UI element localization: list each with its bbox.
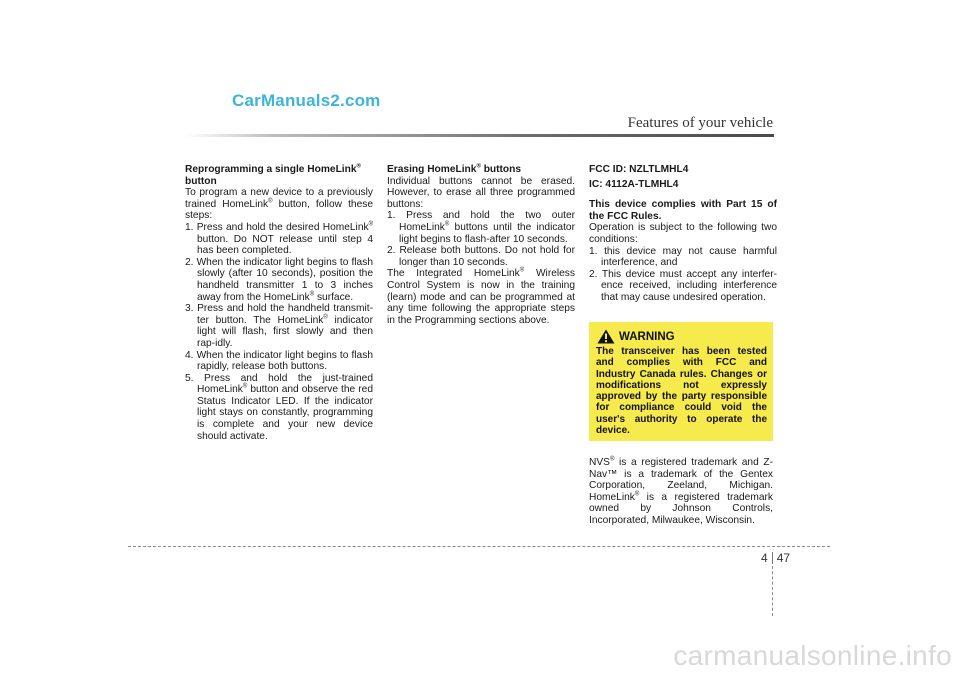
footer-dashed-rule <box>128 546 830 547</box>
condition-1: 1. this device may not cause harmful interference, and <box>589 245 777 269</box>
operation-conditions: Operation is subject to the following two conditions: <box>589 222 777 245</box>
reprogramming-intro: To program a new device to a previously trained HomeLink® button, follow these steps: <box>185 187 373 222</box>
column-reprogramming <box>185 164 373 442</box>
watermark-bottom: carmanualsonline.info <box>673 640 952 671</box>
condition-2: 2. This device must accept any interfer-ence received, including interference that may cause undesired operation. <box>589 268 777 303</box>
watermark-top[interactable]: CarManuals2.com <box>232 91 381 110</box>
reprogramming-step-4: 4. When the indicator light begins to flash rapidly, release both buttons. <box>185 349 373 373</box>
warning-title-row <box>596 329 767 344</box>
page-separator <box>772 552 773 564</box>
erasing-step-1: 1. Press and hold the two outer HomeLink® buttons until the indicator light begins to flash-after 10 seconds. <box>387 210 575 245</box>
reprogramming-step-3: 3. Press and hold the handheld transmit-ter button. The HomeLink® indicator light will flash, first slowly and then rap-idly. <box>185 303 373 349</box>
warning-text: The transceiver has been tested and complies with FCC and Industry Canada rules. Changes or modifications not expressly approved by the party responsible for compliance could void the user's authority to operate the device. <box>596 346 767 437</box>
header-rule <box>185 134 774 137</box>
heading-erasing: Erasing HomeLink® buttons <box>387 163 522 175</box>
reprogramming-step-5: 5. Press and hold the just-trained HomeLink® button and observe the red Status Indicator LED. If the indicator light stays on constantly, programming is complete and your new device should activate. <box>185 372 373 442</box>
page-number-value: 47 <box>776 551 791 565</box>
reprogramming-step-1: 1. Press and hold the desired HomeLink® button. Do NOT release until step 4 has been completed. <box>185 221 373 257</box>
erasing-step-2: 2. Release both buttons. Do not hold for longer than 10 seconds. <box>387 245 575 268</box>
heading-reprogramming: Reprogramming a single HomeLink® button <box>185 163 361 187</box>
warning-title: WARNING <box>619 330 675 343</box>
erasing-outro: The Integrated HomeLink® Wireless Control System is now in the training (learn) mode and can be programmed at any time following the appropriate steps in the Programming sections above. <box>387 267 575 326</box>
reprogramming-step-2: 2. When the indicator light begins to flash slowly (after 10 seconds), position the handheld transmitter 1 to 3 inches away from the HomeLink® surface. <box>185 256 373 303</box>
compliance-heading: This device complies with Part 15 of the FCC Rules. <box>589 199 777 222</box>
trademark-notice: NVS® is a registered trademark and Z-Nav™ is a trademark of the Gentex Corporation, Zeeland, Michigan. HomeLink® is a registered trademark owned by Johnson Controls, Incorporated, Milwaukee, Wisconsin. <box>589 456 773 526</box>
warning-box <box>589 322 773 441</box>
ic-number: IC: 4112A-TLMHL4 <box>589 178 679 190</box>
section-title: Features of your vehicle <box>627 115 773 131</box>
erasing-intro: Individual buttons cannot be erased. However, to erase all three programmed buttons: <box>387 175 575 210</box>
fcc-id: FCC ID: NZLTLMHL4 <box>589 164 689 175</box>
column-fcc <box>589 164 777 304</box>
chapter-number: 4 <box>761 551 768 565</box>
warning-triangle-icon <box>597 329 615 344</box>
footer-vertical-rule <box>772 566 773 616</box>
column-erasing <box>387 164 575 326</box>
page-number <box>761 551 790 565</box>
